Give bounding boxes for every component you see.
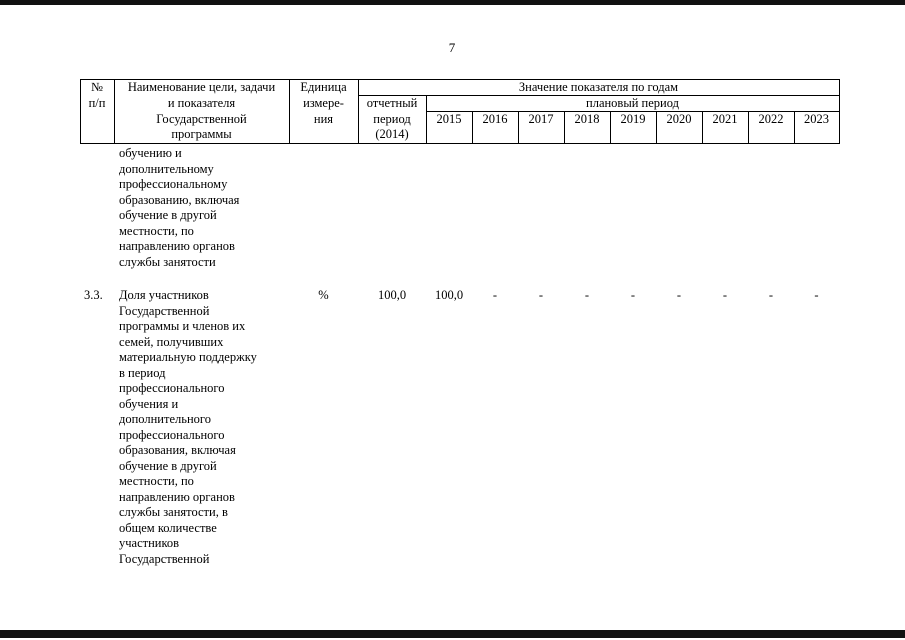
header-year: 2019	[620, 112, 646, 126]
row-number: 3.3.	[84, 288, 103, 302]
header-name-line4: программы	[171, 127, 232, 141]
vline	[839, 79, 840, 144]
header-unit-line1: Единица	[300, 80, 347, 94]
header-reporting-line1: отчетный	[366, 96, 418, 110]
header-bottom-line	[80, 143, 839, 144]
header-unit-line3: ния	[313, 112, 334, 126]
header-reporting-line2: период	[373, 112, 411, 126]
header-name-line2: и показателя	[167, 96, 236, 110]
row-year-value: -	[722, 288, 728, 302]
header-reporting-line3: (2014)	[375, 127, 409, 141]
header-name-line3: Государственной	[156, 112, 247, 126]
header-year: 2016	[482, 112, 508, 126]
row-year-value: -	[630, 288, 636, 302]
header-year: 2021	[712, 112, 738, 126]
header-year: 2023	[804, 112, 829, 126]
row-year-value: 100,0	[434, 288, 464, 302]
header-num-line2: п/п	[88, 96, 106, 110]
row-year-value: -	[584, 288, 590, 302]
row-reporting-value: 100,0	[377, 288, 407, 302]
header-planned-title: плановый период	[586, 96, 679, 110]
row-year-value: -	[814, 288, 819, 302]
row-name: Доля участников Государственной программы и членов их семей, получивших материальную поддержку в период профессионального обучения и дополнительного профессионального образования, включая обучение в другой местности, по направлению органов службы занятости, в общем количестве участников Государственной	[119, 288, 257, 566]
row-year-value: -	[492, 288, 498, 302]
continued-row-text: обучению и дополнительному профессиональному образованию, включая обучение в другой местности, по направлению органов службы занятости	[119, 146, 240, 269]
header-year: 2022	[758, 112, 784, 126]
header-unit-line2: измере-	[303, 96, 344, 110]
row-year-value: -	[676, 288, 682, 302]
row-year-value: -	[538, 288, 544, 302]
scan-bottom-border	[0, 630, 905, 638]
row-year-value: -	[768, 288, 774, 302]
header-year: 2018	[574, 112, 600, 126]
header-year: 2015	[436, 112, 462, 126]
scan-top-border	[0, 0, 905, 5]
header-num-line1: №	[91, 80, 103, 94]
row-unit: %	[318, 288, 329, 302]
header-year: 2017	[528, 112, 554, 126]
page-number: 7	[448, 40, 456, 55]
header-year: 2020	[666, 112, 692, 126]
header-group-title: Значение показателя по годам	[518, 80, 679, 94]
header-name-line1: Наименование цели, задачи	[127, 80, 276, 94]
